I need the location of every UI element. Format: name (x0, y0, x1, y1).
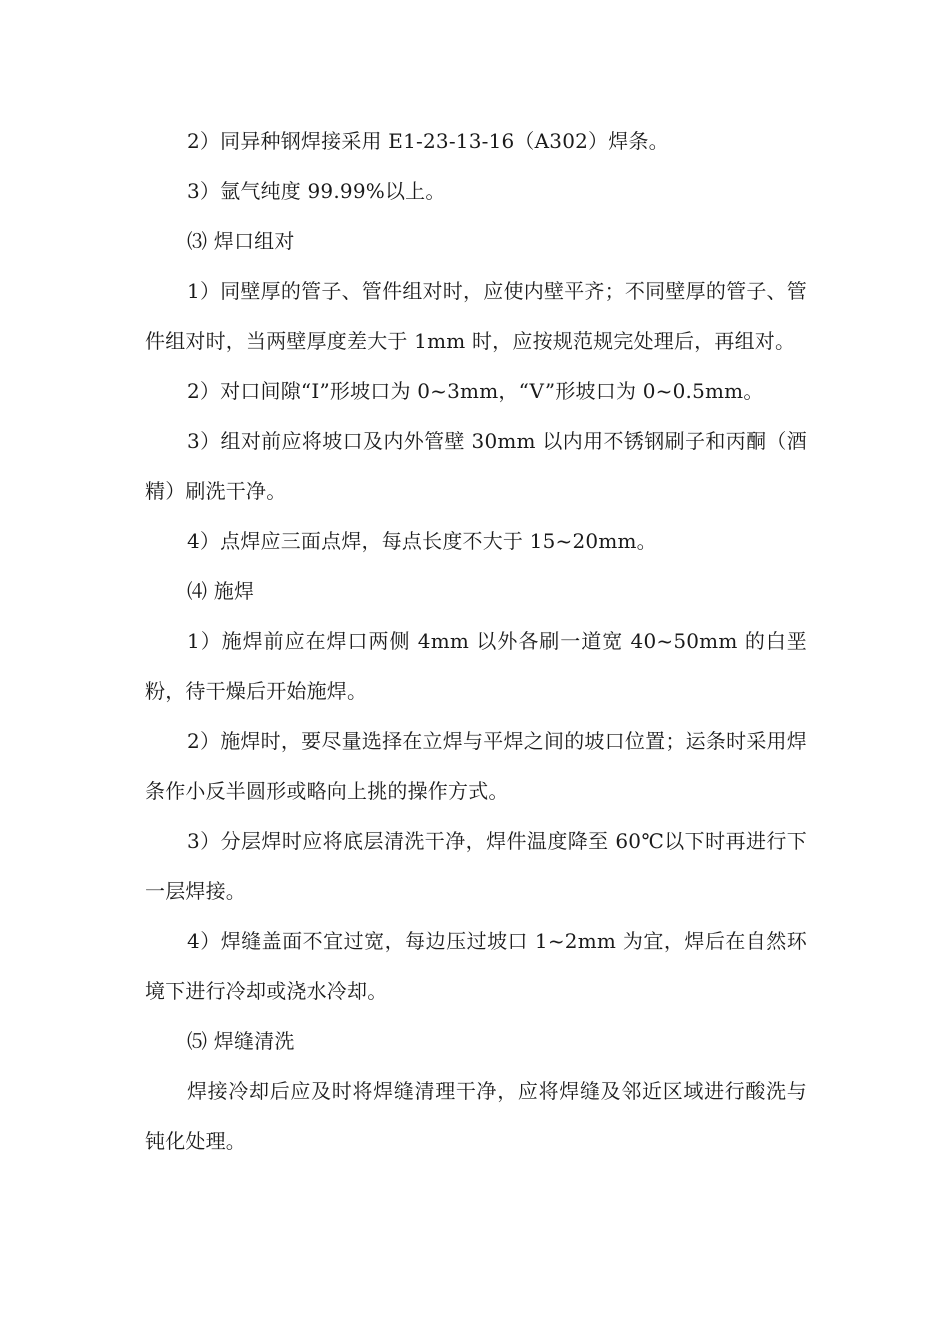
paragraph-fitup-wall-thickness: 1）同壁厚的管子、管件组对时，应使内壁平齐；不同壁厚的管子、管件组对时，当两壁厚度差大于 1mm 时，应按规范规完处理后，再组对。 (145, 279, 807, 353)
paragraph-welding-cap: 4）焊缝盖面不宜过宽，每边压过坡口 1~2mm 为宜，焊后在自然环境下进行冷却或浇水冷却。 (145, 929, 807, 1003)
section-heading-joint-fitup: ⑶ 焊口组对 (187, 229, 295, 253)
section-heading-weld-cleaning: ⑸ 焊缝清洗 (187, 1029, 295, 1053)
paragraph-welding-chalk: 1）施焊前应在焊口两侧 4mm 以外各刷一道宽 40~50mm 的白垩粉，待干燥后开始施焊。 (145, 629, 807, 703)
paragraph-welding-layers: 3）分层焊时应将底层清洗干净，焊件温度降至 60℃以下时再进行下一层焊接。 (145, 829, 807, 903)
paragraph-consumable-dissimilar-steel: 2）同异种钢焊接采用 E1-23-13-16（A302）焊条。 (187, 129, 669, 153)
paragraph-fitup-gap: 2）对口间隙“I”形坡口为 0~3mm，“V”形坡口为 0~0.5mm。 (187, 379, 764, 403)
paragraph-tack-welding: 4）点焊应三面点焊，每点长度不大于 15~20mm。 (187, 529, 657, 553)
paragraph-welding-position: 2）施焊时，要尽量选择在立焊与平焊之间的坡口位置；运条时采用焊条作小反半圆形或略向上挑的操作方式。 (145, 729, 807, 803)
paragraph-fitup-cleaning: 3）组对前应将坡口及内外管壁 30mm 以内用不锈钢刷子和丙酮（酒精）刷洗干净。 (145, 429, 807, 503)
paragraph-argon-purity: 3）氩气纯度 99.99%以上。 (187, 179, 446, 203)
section-heading-welding: ⑷ 施焊 (187, 579, 255, 603)
paragraph-weld-cleaning: 焊接冷却后应及时将焊缝清理干净，应将焊缝及邻近区域进行酸洗与钝化处理。 (145, 1079, 807, 1153)
document-body (145, 116, 807, 1166)
